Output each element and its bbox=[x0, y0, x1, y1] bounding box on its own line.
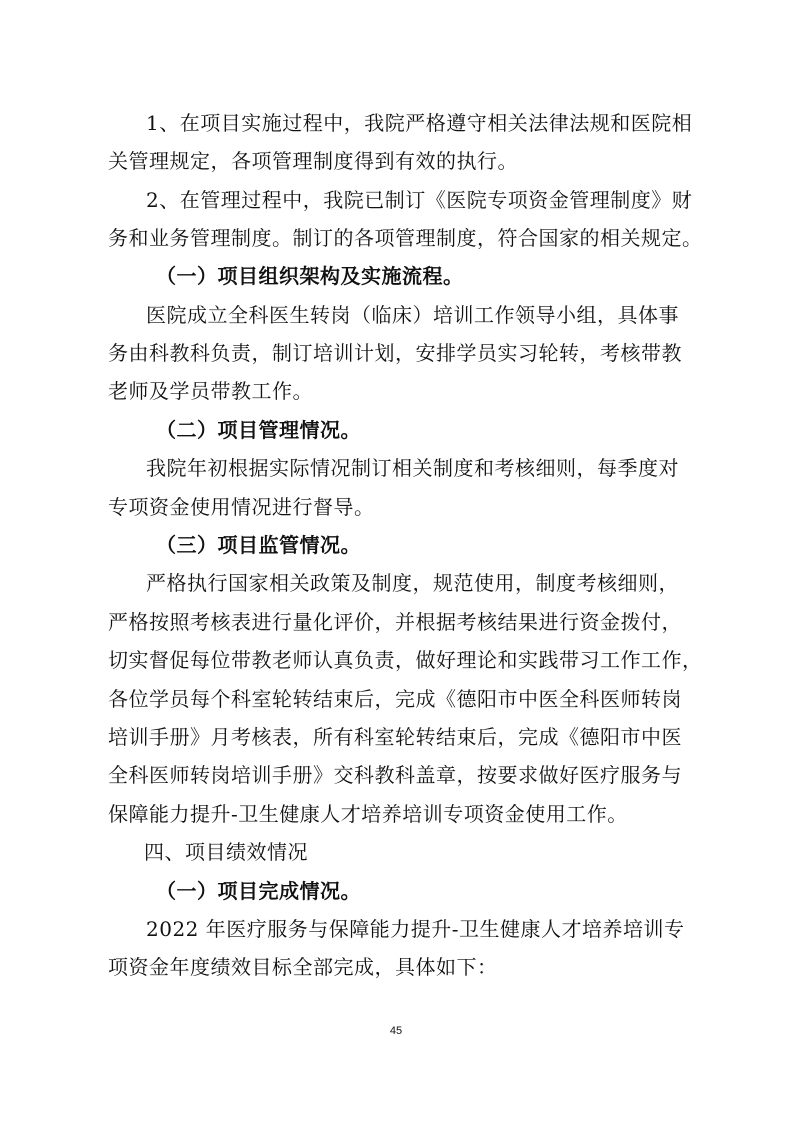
para-3-line-2: 务由科教科负责，制订培训计划，安排学员实习轮转，考核带教 bbox=[108, 341, 682, 365]
para-5-line-7: 保障能力提升-卫生健康人才培养培训专项资金使用工作。 bbox=[108, 802, 628, 826]
para-1-line-1: 1、在项目实施过程中，我院严格遵守相关法律法规和医院相 bbox=[146, 111, 693, 135]
para-2-line-1: 2、在管理过程中，我院已制订《医院专项资金管理制度》财 bbox=[146, 188, 693, 212]
para-1-line-2: 关管理规定，各项管理制度得到有效的执行。 bbox=[108, 149, 518, 173]
subheading-1: （一）项目组织架构及实施流程。 bbox=[156, 264, 464, 288]
subheading-4: （一）项目完成情况。 bbox=[156, 879, 361, 903]
para-4-line-1: 我院年初根据实际情况制订相关制度和考核细则，每季度对 bbox=[146, 456, 679, 480]
para-6-line-2: 项资金年度绩效目标全部完成，具体如下： bbox=[108, 955, 498, 979]
subheading-2: （二）项目管理情况。 bbox=[156, 418, 361, 442]
para-5-line-1: 严格执行国家相关政策及制度，规范使用，制度考核细则， bbox=[146, 571, 679, 595]
para-3-line-3: 老师及学员带教工作。 bbox=[108, 379, 313, 403]
para-2-line-2: 务和业务管理制度。制订的各项管理制度，符合国家的相关规定。 bbox=[108, 226, 703, 250]
page-number: 45 bbox=[389, 1025, 403, 1037]
subheading-3: （三）项目监管情况。 bbox=[156, 533, 361, 557]
para-5-line-6: 全科医师转岗培训手册》交科教科盖章，按要求做好医疗服务与 bbox=[108, 763, 682, 787]
para-5-line-4: 各位学员每个科室轮转结束后，完成《德阳市中医全科医师转岗 bbox=[108, 687, 682, 711]
para-4-line-2: 专项资金使用情况进行督导。 bbox=[108, 495, 375, 519]
para-6-line-1: 2022 年医疗服务与保障能力提升-卫生健康人才培养培训专 bbox=[146, 917, 685, 941]
para-3-line-1: 医院成立全科医生转岗（临床）培训工作领导小组，具体事 bbox=[146, 303, 679, 327]
para-5-line-2: 严格按照考核表进行量化评价，并根据考核结果进行资金拨付， bbox=[108, 610, 682, 634]
section-heading-4: 四、项目绩效情况 bbox=[144, 840, 308, 864]
para-5-line-3: 切实督促每位带教老师认真负责，做好理论和实践带习工作工作， bbox=[108, 648, 703, 672]
para-5-line-5: 培训手册》月考核表，所有科室轮转结束后，完成《德阳市中医 bbox=[108, 725, 682, 749]
